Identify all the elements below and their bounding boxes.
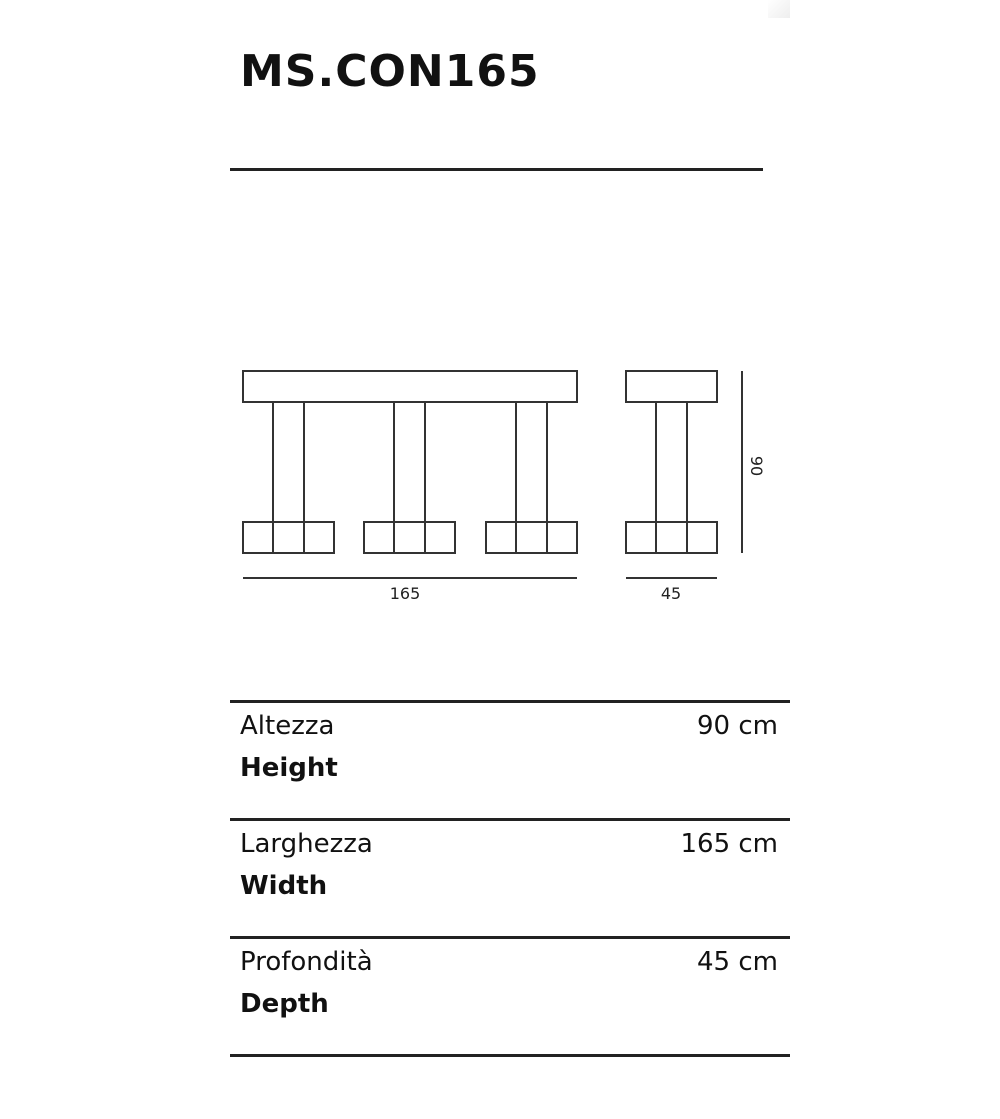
front-view-base-left (243, 522, 334, 553)
spec-row-height (230, 700, 790, 818)
height-dimension-label: 90 (747, 455, 766, 477)
front-view-top (243, 371, 577, 402)
spec-label-italian: Larghezza (240, 829, 373, 859)
spec-value: 165 cm (680, 829, 778, 859)
spec-label-english: Depth (240, 989, 329, 1019)
side-view-top (626, 371, 717, 402)
spec-label-italian: Altezza (240, 711, 335, 741)
side-view-base (626, 522, 717, 553)
spec-label-english: Height (240, 753, 338, 783)
spec-label-english: Width (240, 871, 328, 901)
side-view (626, 371, 717, 553)
spec-row-depth (230, 936, 790, 1057)
front-view (243, 371, 577, 553)
spec-label-italian: Profondità (240, 947, 373, 977)
front-view-base-right (486, 522, 577, 553)
depth-dimension-label: 45 (660, 584, 682, 603)
product-code-title: MS.CON165 (240, 46, 540, 97)
spec-value: 45 cm (697, 947, 778, 977)
front-view-base-middle (364, 522, 455, 553)
spec-table (230, 700, 790, 1057)
width-dimension-label: 165 (389, 584, 421, 603)
spec-value: 90 cm (697, 711, 778, 741)
spec-row-width (230, 818, 790, 936)
